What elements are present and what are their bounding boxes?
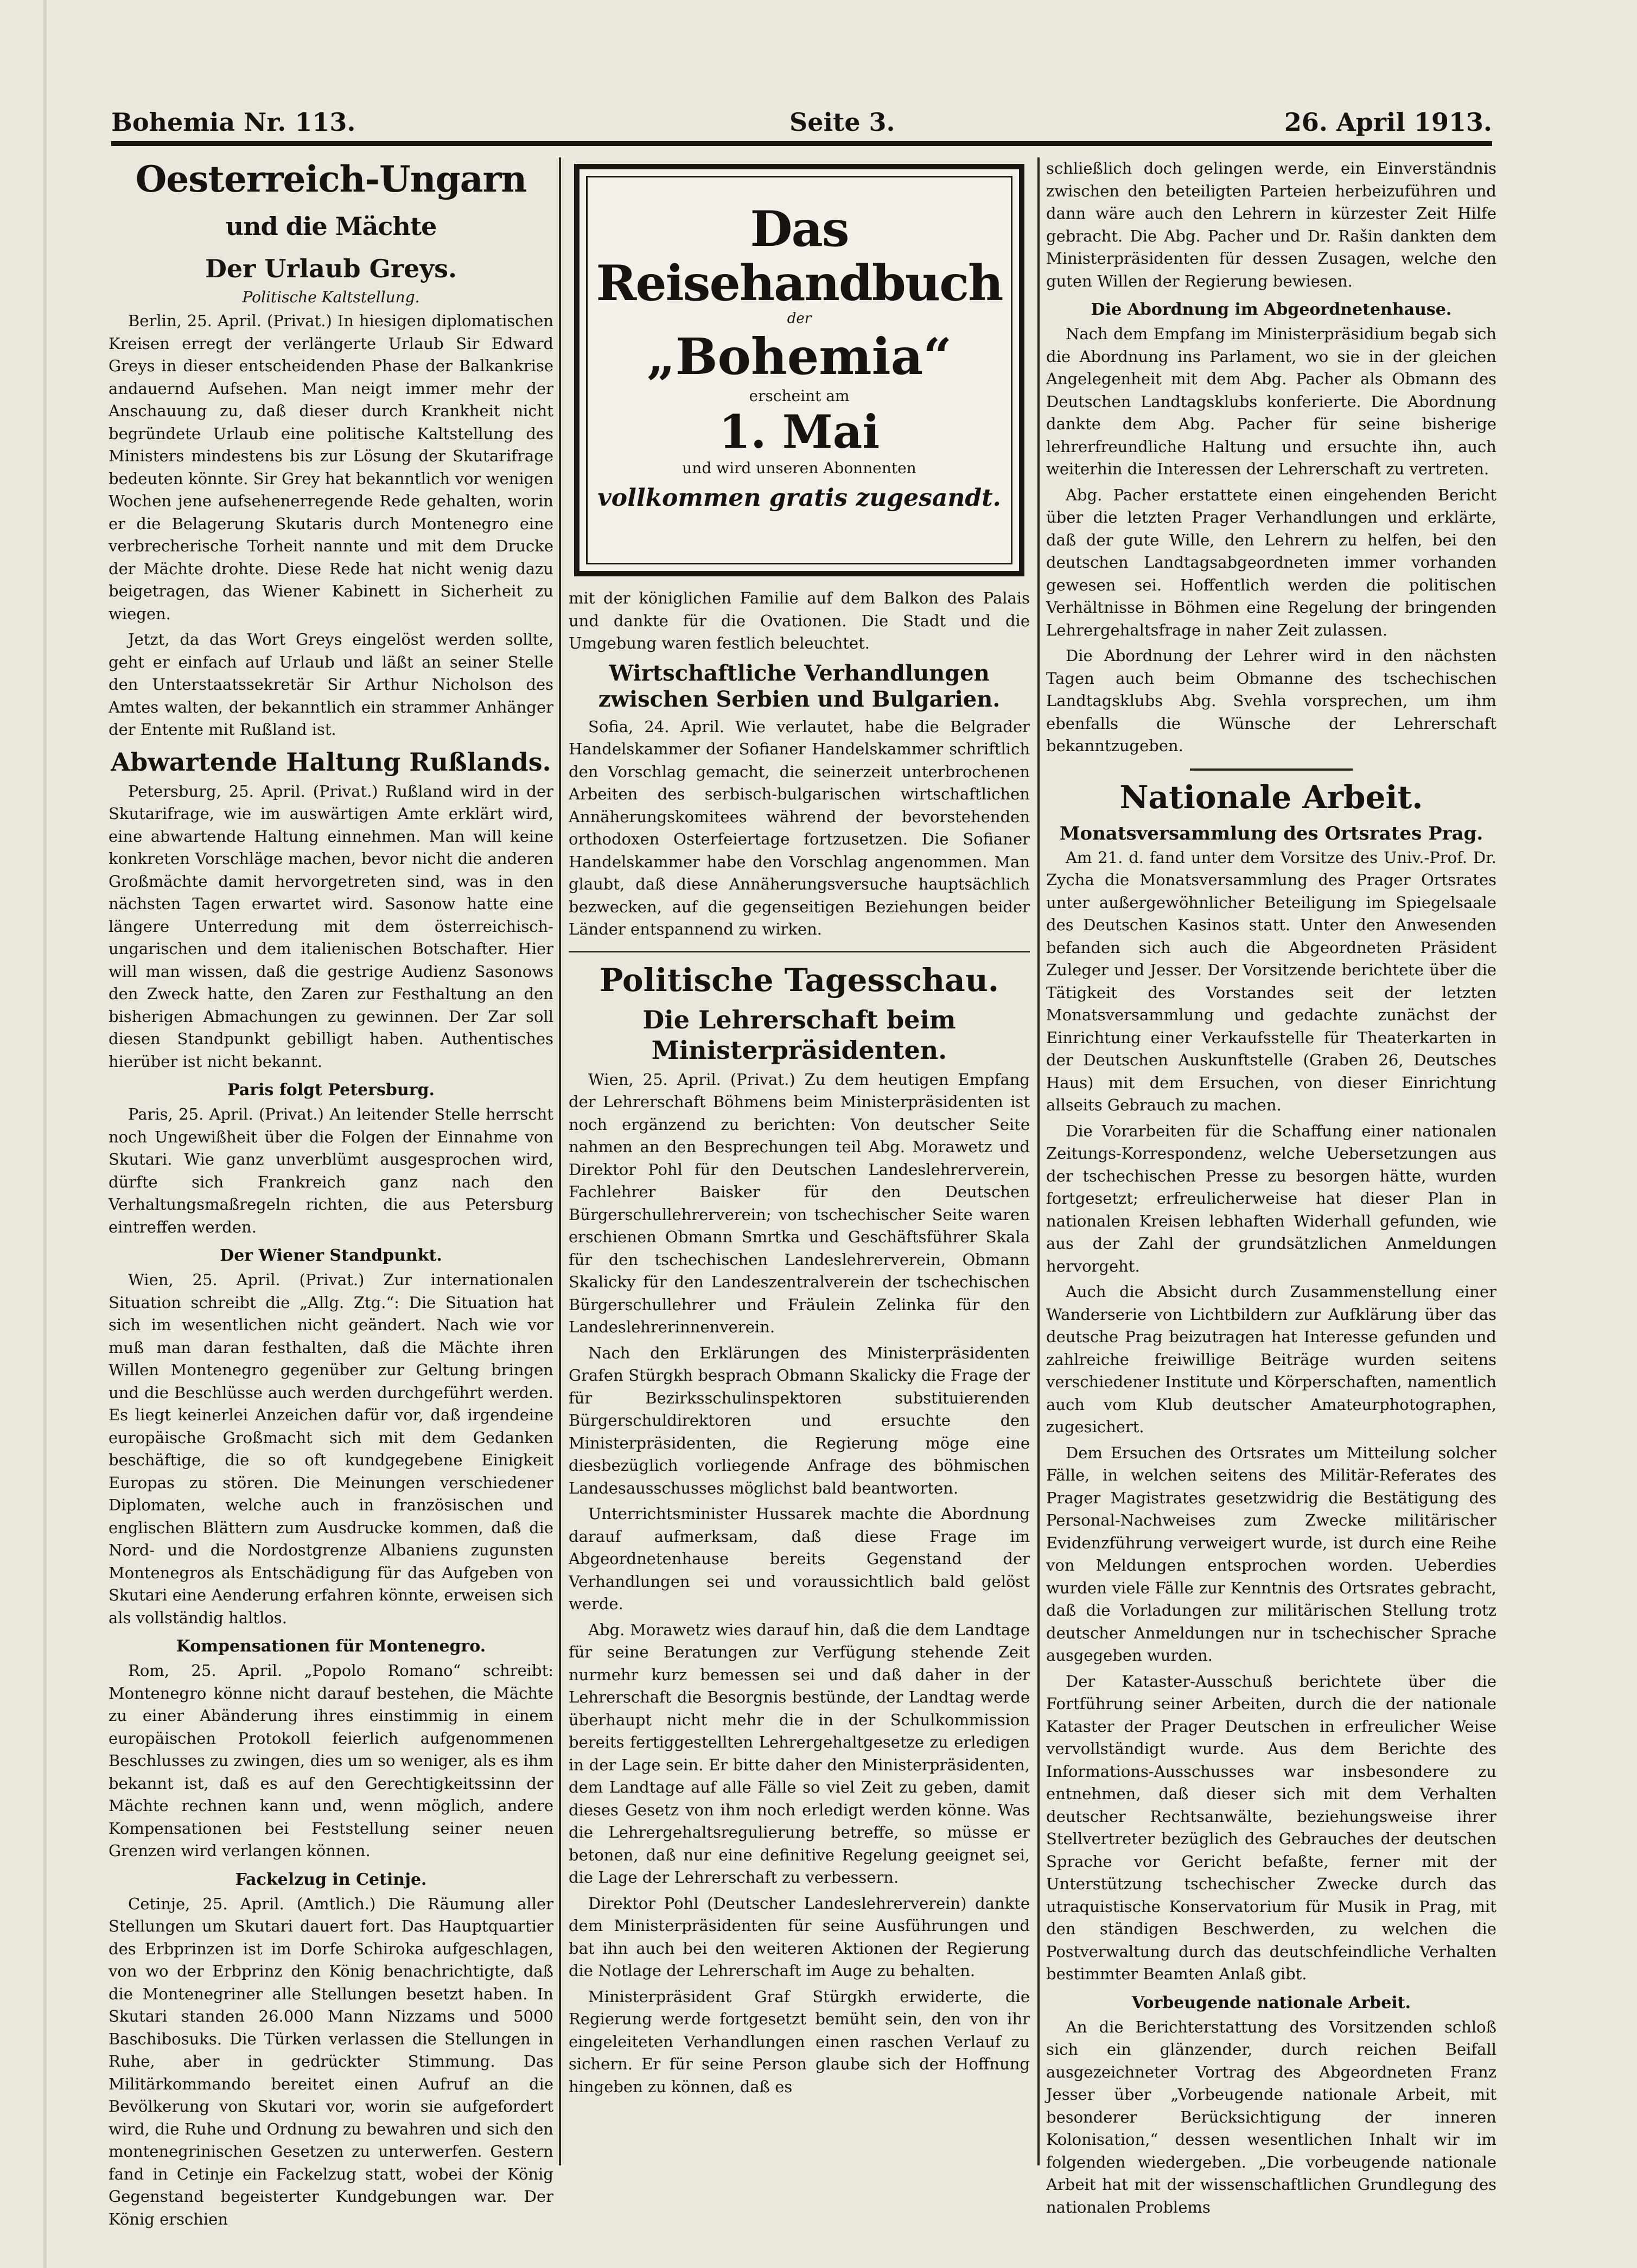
paragraph: mit der königlichen Familie auf dem Balkon des Palais und dankte für die Ovationen. Die Stadt und die Umgebung waren festlich beleuchtet. bbox=[569, 589, 1030, 652]
paragraph: Der Kataster-Ausschuß berichtete über die Fortführung seiner Arbeiten, durch die der nationale Kataster der Prager Deutschen in erfreulicher Weise vervollständigt wurde. Aus dem Berichte des Informations-Ausschusses war insbesondere zu entnehmen, daß dieser sich mit dem Verhalten deutscher Rechtsanwälte, beziehungsweise ihrer Stellvertreter bezüglich des Gebrauches der deutschen Sprache vor Gericht befaßte, ferner mit der Unterstützung tschechischer Zwecke durch das utraquistische Konservatorium für Musik in Prag, mit den ständigen Beschwerden, zu welchen die Postverwaltung durch das deutschfeindliche Verhalten bestimmter Beamten Anlaß gibt. bbox=[1046, 1672, 1496, 1983]
paragraph: Dem Ersuchen des Ortsrates um Mitteilung solcher Fälle, in welchen seitens des Militär-Referates des Prager Magistrates gesetzwidrig die Bestätigung des Personal-Nachweises zum Zwecke militärischer Evidenzführung verweigert wurde, ist durch eine Reihe von Meldungen entsprochen worden. Ueberdies wurden viele Fälle zur Kenntnis des Ortsrates gebracht, daß die Vorladungen zur militärischen Stellung trotz deutscher Anmeldungen nur in tschechischer Sprache ausgegeben wurden. bbox=[1046, 1443, 1496, 1665]
binding-margin bbox=[43, 0, 47, 2268]
section-divider bbox=[569, 951, 1030, 952]
paragraph: Am 21. d. fand unter dem Vorsitze des Univ.-Prof. Dr. Zycha die Monatsversammlung des Prager Ortsrates unter außergewöhnlicher Beteiligung im Spiegelsaale des Deutschen Kasinos statt. Unter den Anwesenden befanden sich auch die Abgeordneten Präsident Zuleger und Jesser. Der Vorsitzende berichtete über die Tätigkeit des Vorstandes seit der letzten Monatsversammlung und gedachte zunächst der Einrichtung einer Verkaufsstelle für Theaterkarten in der Deutschen Auskunftstelle (Graben 26, Deutsches Haus) mit dem Ersuchen, von dieser Einrichtung allseits Gebrauch zu machen. bbox=[1046, 848, 1496, 1114]
subhead-abordnung: Die Abordnung im Abgeordnetenhause. bbox=[1091, 300, 1452, 319]
subhead-monatsversammlung: Monatsversammlung des Ortsrates Prag. bbox=[1059, 822, 1483, 844]
column-2 bbox=[569, 157, 1030, 2165]
subhead-grey: Der Urlaub Greys. bbox=[205, 254, 457, 283]
paragraph: Berlin, 25. April. (Privat.) In hiesigen diplomatischen Kreisen erregt der verlängerte Urlaub Sir Edward Greys in dieser entscheidenden Phase der Balkankrise andauernd Aufsehen. Man neigt immer mehr der Anschauung zu, daß dieser durch Krankheit nicht begründete Urlaub eine politische Kaltstellung des Ministers mindestens bis zur Lösung der Skutarifrage bedeuten könnte. Sir Grey hat bekanntlich vor wenigen Wochen jene aufsehenerregende Rede gehalten, worin er die Belagerung Skutaris durch Montenegro eine verbrecherische Torheit nannte und mit dem Drucke der Mächte drohte. Diese Rede hat nicht wenig dazu beigetragen, das Wiener Kabinett in Sicherheit zu wiegen. bbox=[109, 312, 553, 623]
paragraph: Auch die Absicht durch Zusammenstellung einer Wanderserie von Lichtbildern zur Aufklärung über das deutsche Prag beizutragen hat Interesse gefunden und zahlreiche freiwillige Beiträge wurden seitens verschiedener Institute und Körperschaften, namentlich auch vom Klub deutscher Amateurphotographen, zugesichert. bbox=[1046, 1282, 1496, 1436]
paragraph: Die Vorarbeiten für die Schaffung einer nationalen Zeitungs-Korrespondenz, welche Uebersetzungen aus der tschechischen Presse zu besorgen hätte, wurden fortgesetzt; erfreulicherweise hat dieser Plan in nationalen Kreisen lebhaften Widerhall gefunden, wie aus der Zahl der grundsätzlichen Anmeldungen hervorgeht. bbox=[1046, 1121, 1496, 1275]
paragraph: Direktor Pohl (Deutscher Landeslehrerverein) dankte dem Ministerpräsidenten für seine Ausführungen und bat ihn auch bei den weiteren Aktionen der Regierung die Notlage der Lehrerschaft im Auge zu behalten. bbox=[569, 1894, 1030, 1980]
paragraph: Die Abordnung der Lehrer wird in den nächsten Tagen auch beim Obmanne des tschechischen Landtagsklubs Abg. Svehla vorsprechen, um ihm ebenfalls die Wünsche der Lehrerschaft bekanntzugeben. bbox=[1046, 646, 1496, 755]
subhead-vorbeugende-arbeit: Vorbeugende nationale Arbeit. bbox=[1131, 1993, 1411, 2012]
paragraph: Cetinje, 25. April. (Amtlich.) Die Räumung aller Stellungen um Skutari dauert fort. Das Hauptquartier des Erbprinzen ist im Dorfe Schiroka aufgeschlagen, von wo der Erbprinz den König benachrichtigte, daß die Montenegriner alle Stellungen besetzt haben. In Skutari standen 26.000 Mann Nizzams und 5000 Baschibosuks. Die Türken verlassen die Stellungen in Ruhe, aber in gedrückter Stimmung. Das Militärkommando bereitet einen Aufruf an die Bevölkerung von Skutari vor, worin sie aufgefordert wird, die Ruhe und Ordnung zu bewahren und sich den montenegrinischen Gesetzen zu unterwerfen. Gestern fand in Cetinje ein Fackelzug statt, wobei der König Gegenstand begeisterter Kundgebungen war. Der König erschien bbox=[109, 1894, 553, 2228]
header-date: 26. April 1913. bbox=[1284, 107, 1492, 137]
subhead-cetinje: Fackelzug in Cetinje. bbox=[235, 1870, 427, 1889]
advertisement-box bbox=[574, 164, 1024, 576]
ad-abonnenten: und wird unseren Abonnenten bbox=[682, 459, 916, 477]
paragraph: Paris, 25. April. (Privat.) An leitender Stelle herrscht noch Ungewißheit über die Folgen der Einnahme von Skutari. Wie ganz unverblümt ausgesprochen wird, dürfte sich Frankreich ganz nach den Verhaltungsmaßregeln richten, die aus Petersburg eintreffen werden. bbox=[109, 1105, 553, 1236]
section-divider bbox=[1190, 768, 1353, 771]
ad-erscheint: erscheint am bbox=[749, 387, 850, 405]
subhead-kaltstellung: Politische Kaltstellung. bbox=[242, 288, 420, 306]
ad-gratis: vollkommen gratis zugesandt. bbox=[597, 484, 1001, 512]
subhead-russia: Abwartende Haltung Rußlands. bbox=[111, 747, 551, 777]
subhead-paris: Paris folgt Petersburg. bbox=[227, 1081, 435, 1100]
paragraph: Rom, 25. April. „Popolo Romano“ schreibt: Montenegro könne nicht darauf bestehen, die Mächte zu einer Abänderung ihres einstimmig in einem europäischen Protokoll feierlich aufgenommenen Beschlusses zu zwingen, dies um so weniger, als es ihm bekannt ist, daß es auf den Gerechtigkeitssinn der Mächte rechnen kann und, wenn möglich, andere Kompensationen bei Feststellung seiner neuen Grenzen wird verlangen können. bbox=[109, 1661, 553, 1860]
section-heading-tagesschau: Politische Tagesschau. bbox=[599, 961, 999, 999]
subhead-compensation: Kompensationen für Montenegro. bbox=[176, 1637, 486, 1656]
paragraph: Wien, 25. April. (Privat.) Zur internationalen Situation schreibt die „Allg. Ztg.“: Die Situation hat sich im wesentlichen nicht geändert. Nach wie vor muß man daran festhalten, daß die Mächte ihren Willen Montenegro gegenüber zur Geltung bringen und die Beschlüsse auch werden durchgeführt werden. Es liegt keinerlei Anzeichen dafür vor, daß irgendeine europäische Großmacht sich mit dem Gedanken beschäftige, die so oft kundgegebene Einigkeit Europas zu stören. Die Meinungen verschiedener Diplomaten, welche auch in französischen und englischen Blättern zum Ausdrucke kommen, daß die Nord- und die Nordostgrenze Albaniens zugunsten Montenegros als Entschädigung für das Aufgeben von Skutari eine Aenderung erfahren könnte, erweisen sich als vollständig haltlos. bbox=[109, 1270, 553, 1627]
header-page-number: Seite 3. bbox=[789, 107, 895, 137]
paragraph: Wien, 25. April. (Privat.) Zu dem heutigen Empfang der Lehrerschaft Böhmens beim Ministerpräsidenten ist noch ergänzend zu berichten: Von deutscher Seite nahmen an den Besprechungen teil Abg. Morawetz und Direktor Pohl für den Deutschen Landeslehrerverein, Fachlehrer Baisker für den Deutschen Bürgerschullehrerverein; von tschechischer Seite waren erschienen Obmann Smrtka und Geschäftsführer Skala für den tschechischen Landeslehrerverein, Obmann Skalicky für den Landeszentralverein der tschechischen Bürgerschullehrer und Fräulein Zelinka für den Landeslehrerinnenverein. bbox=[569, 1070, 1030, 1336]
paragraph: Abg. Pacher erstattete einen eingehenden Bericht über die letzten Prager Verhandlungen und erklärte, daß der gute Wille, den Lehrern zu helfen, bei den deutschen Landtagsabgeordneten immer vorhanden gewesen sei. Hoffentlich werden die politischen Verhältnisse in Böhmen eine Regelung der bringenden Lehrergehaltsfrage in naher Zeit zulassen. bbox=[1046, 485, 1496, 639]
article-headline-austria bbox=[109, 157, 553, 248]
subhead-lehrerschaft: Die Lehrerschaft beim Ministerpräsidenten. bbox=[642, 1005, 956, 1065]
ad-title: Das Reisehandbuch bbox=[596, 200, 1003, 312]
column-1 bbox=[109, 157, 553, 2228]
column-3 bbox=[1046, 157, 1496, 2216]
ad-bohemia: „Bohemia“ bbox=[646, 327, 952, 386]
column-rule-1 bbox=[559, 157, 561, 2165]
paragraph: Jetzt, da das Wort Greys eingelöst werden sollte, geht er einfach auf Urlaub und läßt an seiner Stelle den Unterstaatssekretär Sir Arthur Nicholson des Amtes walten, der bekanntlich ein strammer Anhänger der Entente mit Rußland ist. bbox=[109, 630, 553, 739]
headline-main: Oesterreich-Ungarn bbox=[135, 158, 527, 200]
paragraph: Unterrichtsminister Hussarek machte die Abordnung darauf aufmerksam, daß diese Frage im Abgeordnetenhause bereits Gegenstand der Verhandlungen sei und voraussichtlich bald gelöst werde. bbox=[569, 1504, 1030, 1613]
headline-small: und die Mächte bbox=[225, 212, 437, 241]
paragraph: Nach dem Empfang im Ministerpräsidium begab sich die Abordnung ins Parlament, wo sie in der gleichen Angelegenheit mit dem Abg. Pacher als Obmann des Deutschen Landtagsklubs konferierte. Die Abordnung dankte dem Abg. Pacher für seine bisherige lehrerfreundliche Haltung und ersuchte ihn, auch weiterhin die Interessen der Lehrerschaft zu vertreten. bbox=[1046, 325, 1496, 478]
ad-der: der bbox=[787, 310, 812, 327]
paragraph: An die Berichterstattung des Vorsitzenden schloß sich ein glänzender, durch reichen Beifall ausgezeichneter Vortrag des Abgeordneten Franz Jesser über „Vorbeugende nationale Arbeit, mit besonderer Berücksichtigung der inneren Kolonisation,“ dessen wesentlichen Inhalt wir im folgenden wiedergeben. „Die vorbeugende nationale Arbeit hat mit der wissenschaftlichen Grundlegung des nationalen Problems bbox=[1046, 2017, 1496, 2216]
paragraph: Sofia, 24. April. Wie verlautet, habe die Belgrader Handelskammer der Sofianer Handelskammer schriftlich den Vorschlag gemacht, die seinerzeit unterbrochenen Arbeiten des serbisch-bulgarischen wirtschaftlichen Annäherungskomitees während der bevorstehenden orthodoxen Osterfeiertage fortzusetzen. Die Sofianer Handelskammer habe den Vorschlag angenommen. Man glaubt, daß diese Annäherungsversuche hauptsächlich bezwecken, auf die gegenseitigen Beziehungen beider Länder entspannend zu wirken. bbox=[569, 717, 1030, 938]
section-heading-nationale-arbeit: Nationale Arbeit. bbox=[1119, 778, 1423, 816]
page-header bbox=[111, 103, 1492, 146]
paragraph: Ministerpräsident Graf Stürgkh erwiderte, die Regierung werde fortgesetzt bemüht sein, den von ihr eingeleiteten Verhandlungen einen raschen Verlauf zu sichern. Er für seine Person glaube sich der Hoffnung hingeben zu können, daß es bbox=[569, 1987, 1030, 2096]
column-rule-2 bbox=[1037, 157, 1040, 2165]
header-issue: Bohemia Nr. 113. bbox=[111, 107, 356, 137]
ad-date: 1. Mai bbox=[718, 405, 880, 459]
paragraph: Abg. Morawetz wies darauf hin, daß die dem Landtage für seine Beratungen zur Verfügung stehende Zeit nurmehr kurz bemessen sei und daß daher in der Lehrerschaft die Besorgnis bestünde, der Landtag werde überhaupt nicht mehr die in der Schulkommission bereits fertiggestellten Lehrergehaltgesetze zu erledigen in der Lage sein. Er bitte daher den Ministerpräsidenten, dem Landtage auf alle Fälle so viel Zeit zu geben, damit dieses Gesetz von ihm noch erledigt werden könne. Was die Lehrergehaltsregulierung betreffe, so müsse er betonen, daß nur eine definitive Regelung geeignet sei, die Lage der Lehrerschaft zu verbessern. bbox=[569, 1620, 1030, 1886]
paragraph: Nach den Erklärungen des Ministerpräsidenten Grafen Stürgkh besprach Obmann Skalicky die Frage der für Bezirksschulinspektoren substituierenden Bürgerschuldirektoren und ersuchte den Ministerpräsidenten, die Regierung möge eine diesbezüglich vorliegende Anfrage des böhmischen Landesausschusses möglichst bald beantworten. bbox=[569, 1343, 1030, 1497]
subhead-serbia-bulgaria: Wirtschaftliche Verhandlungen zwischen Serbien und Bulgarien. bbox=[598, 660, 1001, 712]
paragraph: schließlich doch gelingen werde, ein Einverständnis zwischen den beteiligten Parteien herbeizuführen und dann wäre auch den Lehrern in kürzester Zeit Hilfe gebracht. Die Abg. Pacher und Dr. Rašin dankten dem Ministerpräsidenten für dessen Zusagen, welche den guten Willen der Regierung bewiesen. bbox=[1046, 159, 1496, 290]
subhead-vienna: Der Wiener Standpunkt. bbox=[220, 1246, 442, 1265]
paragraph: Petersburg, 25. April. (Privat.) Rußland wird in der Skutarifrage, wie im auswärtigen Amte erklärt wird, eine abwartende Haltung einnehmen. Man will keine konkreten Vorschläge machen, bevor nicht die anderen Großmächte damit hervorgetreten sind, was in den nächsten Tagen erwartet wird. Sasonow hatte eine längere Unterredung mit dem österreichisch-ungarischen und dem italienischen Botschafter. Hier will man wissen, daß die gestrige Audienz Sasonows den Zweck hatte, den Zaren zur Festhaltung an den bisherigen Abmachungen zu gewinnen. Der Zar soll diesen Standpunkt gebilligt haben. Authentisches hierüber ist nicht bekannt. bbox=[109, 782, 553, 1071]
advertisement-inner-frame bbox=[586, 176, 1012, 564]
